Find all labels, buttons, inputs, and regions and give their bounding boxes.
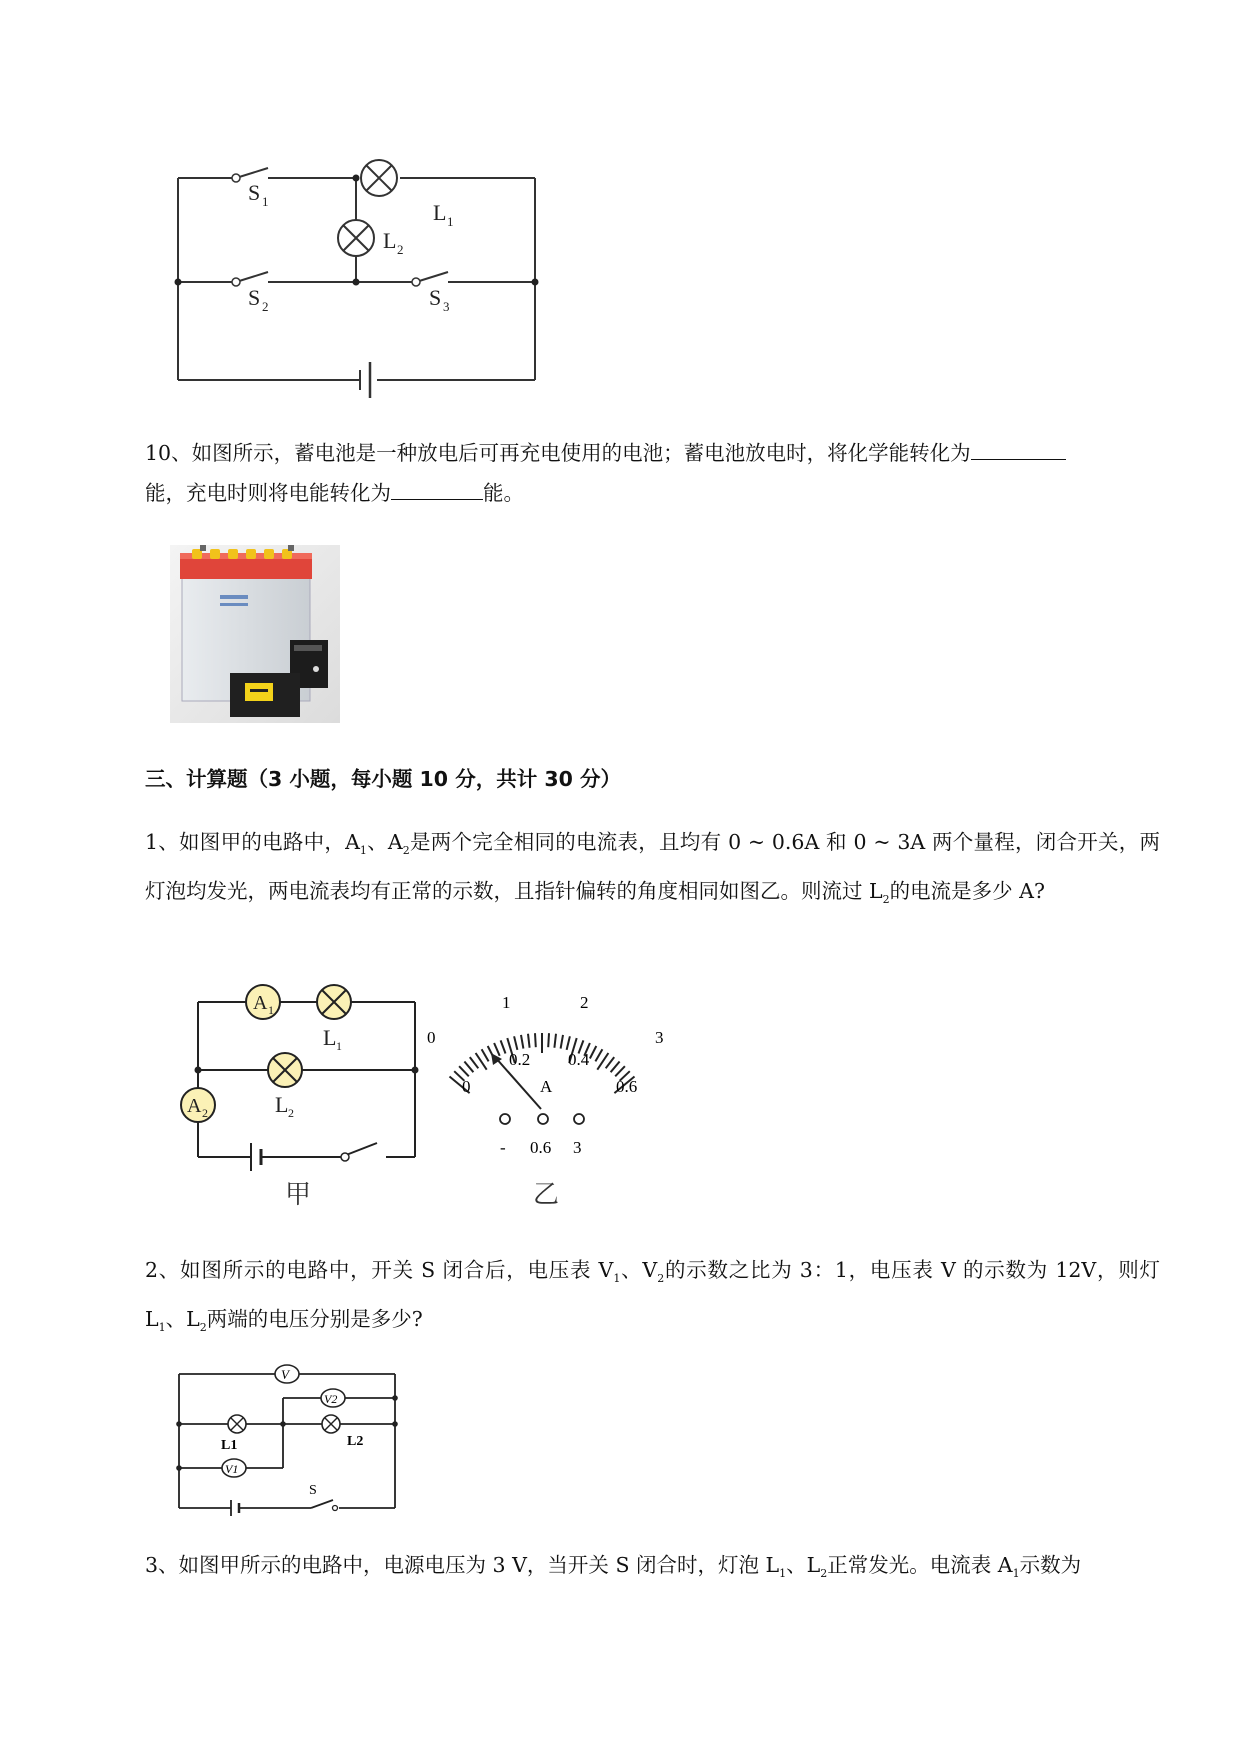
label-s3: S [429,285,442,310]
question-10 [145,433,1160,513]
ammeter-dial [427,993,664,1157]
dial-tick [590,1046,596,1059]
voltmeter-circuit-figure [175,1360,405,1520]
a2-label: A [187,1095,202,1117]
a1-sub: 1 [268,1003,274,1017]
dial-tick [561,1035,563,1049]
q2-l2-label: L2 [347,1434,364,1449]
q1-sub-3: 2 [882,893,890,907]
dial-tick [494,1043,500,1056]
dial-tick [514,1036,517,1050]
q2-sub-4: 2 [199,1321,207,1335]
top-scale-2: 2 [580,993,589,1012]
label-s2-sub: 2 [262,299,269,314]
dial-tick [459,1066,469,1076]
question-10-line2a: 能，充电时则将电能转化为 [145,481,391,505]
storage-battery-photo [170,545,340,723]
ammeter-circuit-figure [175,975,695,1215]
answer-blank-2[interactable] [391,475,483,500]
dial-tick [611,1062,620,1073]
q2-switch-label: S [309,1483,317,1498]
fig-l1-label: L [323,1025,337,1050]
q2-text-2: 、V [620,1258,658,1282]
q3-text-3: 正常发光。电流表 A [827,1553,1013,1577]
bottom-scale-1: 0.2 [509,1050,531,1069]
section-3-heading: 三、计算题（3 小题，每小题 10 分，共计 30 分） [145,767,622,791]
terminal-3: 3 [573,1138,582,1157]
dial-tick [535,1033,536,1047]
q2-text-5: 两端的电压分别是多少? [206,1307,423,1332]
answer-blank-1[interactable] [971,435,1066,460]
dial-tick [501,1040,506,1053]
dial-tick [567,1036,570,1050]
q1-text-1: 1、如图甲的电路中，A [145,830,360,854]
q3-text-1: 3、如图甲所示的电路中，电源电压为 3 V，当开关 S 闭合时，灯泡 L [145,1553,780,1577]
dial-tick [482,1049,489,1061]
fig-l2-label: L [275,1092,289,1117]
bottom-scale-2: 0.4 [568,1050,590,1069]
q3-sub-2: 2 [820,1567,828,1581]
question-10-line1: 10、如图所示，蓄电池是一种放电后可再充电使用的电池；蓄电池放电时，将化学能转化为 [145,441,971,465]
dial-tick [528,1034,530,1048]
top-scale-1: 1 [502,993,511,1012]
q2-sub-1: 1 [613,1272,621,1286]
q2-text-3: 的示数之比为 3：1，电压表 V 的示数为 12V，则灯 L [145,1258,1160,1332]
dial-tick [554,1034,556,1048]
q1-text-3: 是两个完全相同的电流表，且均有 0 ~ 0.6A 和 0 ~ 3A 两个量程，闭合开关，两灯泡均发光，两电流表均有正常的示数，且指针偏转的角度相同如图乙。则流过 L [145,830,1160,904]
q3-text-4: 示数为 [1019,1553,1082,1577]
terminal-neg: - [500,1138,506,1157]
q3-sub-3: 1 [1012,1567,1020,1581]
dial-tick [548,1033,549,1047]
label-s2: S [248,285,261,310]
q1-text-4: 的电流是多少 A? [889,879,1045,904]
question-10-line2b: 能。 [483,481,524,505]
bottom-scale-0: 0 [462,1077,471,1096]
dial-tick [521,1035,523,1049]
a1-label: A [253,992,268,1014]
label-s1-sub: 1 [262,194,269,209]
dial-tick [615,1066,625,1076]
fig-l1-sub: 1 [336,1039,342,1053]
voltmeter-v-label: V [281,1367,289,1382]
fig-l2-sub: 2 [288,1106,294,1120]
dial-tick [595,1049,602,1061]
question-1 [145,822,1160,920]
a2-sub: 2 [202,1106,208,1120]
terminal-0-6: 0.6 [530,1138,552,1157]
label-l2-sub: 2 [397,242,404,257]
q3-sub-1: 1 [779,1567,787,1581]
lamp-l2-symbol [338,220,374,256]
meter-unit: A [540,1077,553,1096]
q2-l1-label: L1 [221,1438,238,1453]
q2-sub-3: 1 [158,1321,166,1335]
label-l1: L [433,200,447,225]
voltmeter-v1-label: V1 [225,1462,239,1476]
caption-yi: 乙 [533,1180,560,1209]
question-3 [145,1545,1160,1594]
q3-text-2: 、L [786,1553,821,1577]
dial-tick [464,1062,473,1073]
q2-text-4: 、L [165,1307,200,1332]
lamp-l1-symbol [361,160,397,196]
label-s3-sub: 3 [443,299,450,314]
caption-jia: 甲 [285,1180,312,1209]
label-s1: S [248,180,261,205]
q2-sub-2: 2 [657,1272,665,1286]
q2-text-1: 2、如图所示的电路中，开关 S 闭合后，电压表 V [145,1258,614,1282]
label-l2: L [383,228,397,253]
question-2 [145,1250,1160,1348]
dial-tick [606,1057,615,1068]
q1-sub-1: 1 [359,844,367,858]
top-scale-3: 3 [655,1028,664,1047]
q1-sub-2: 2 [402,844,410,858]
bottom-scale-3: 0.6 [616,1077,638,1096]
top-scale-0: 0 [427,1028,436,1047]
dial-tick [470,1057,479,1068]
q1-text-2: 、A [366,830,403,854]
voltmeter-v2-label: V2 [324,1392,338,1406]
circuit-diagram-switches [170,150,550,400]
label-l1-sub: 1 [447,214,454,229]
